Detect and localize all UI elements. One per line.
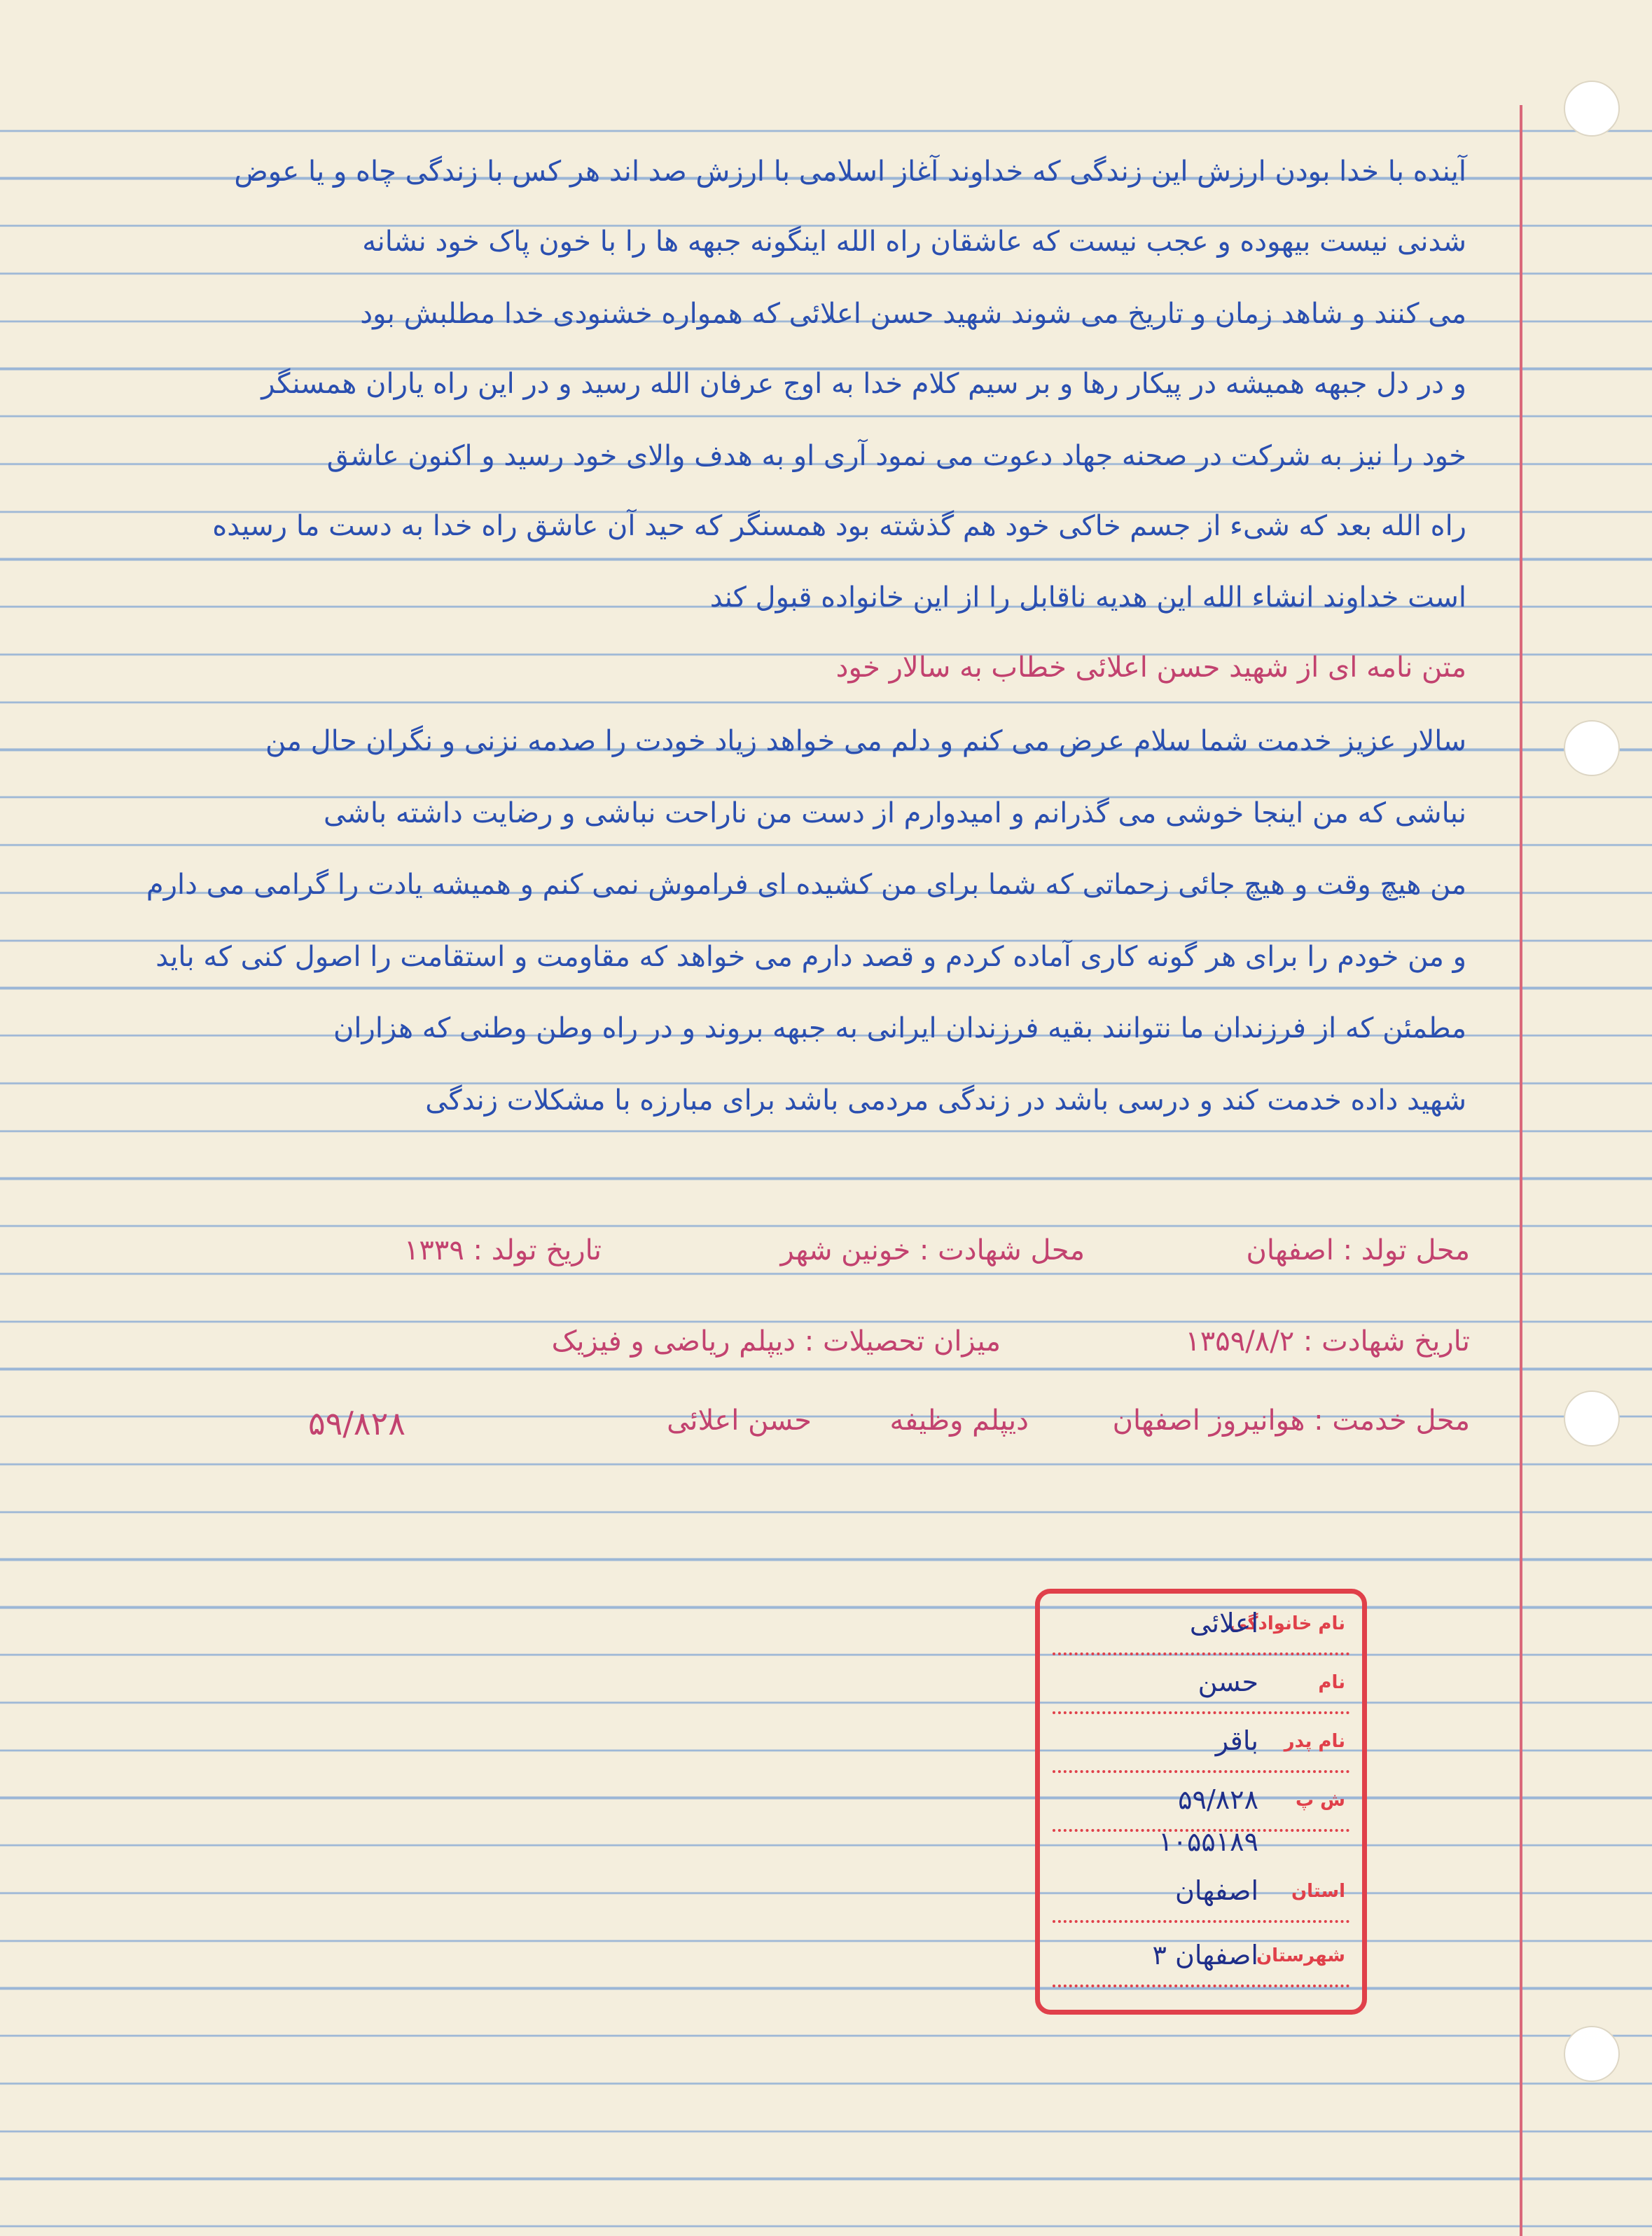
- stamp-label: نام پدر: [1284, 1731, 1345, 1752]
- stamp-row-father-name: [1053, 1721, 1349, 1773]
- letter-line: شدنی نیست بیهوده و عجب نیست که عاشقان راه الله اینگونه جبهه ها را با خون پاک خود نشانه: [362, 226, 1466, 258]
- archive-stamp: [1035, 1589, 1367, 2015]
- binder-hole: [1564, 720, 1620, 776]
- letter-subtitle: متن نامه ای از شهید حسن اعلائی خطاب به سالار خود: [835, 651, 1466, 684]
- stamp-value: اصفهان ۳: [1152, 1940, 1258, 1971]
- margin-line: [1520, 105, 1522, 2236]
- binder-hole: [1564, 2026, 1620, 2082]
- stamp-value: ۱۰۵۵۱۸۹: [1158, 1826, 1258, 1857]
- letter-line: و من خودم را برای هر گونه کاری آماده کردم و قصد دارم می خواهد که مقاومت و استقامت را اصول کنی که باید: [155, 941, 1466, 973]
- letter-line: راه الله بعد که شیء از جسم خاکی خود هم گذشته بود همسنگر که حید آن عاشق راه خدا به دست ما رسیده: [212, 510, 1466, 542]
- stamp-label: نام خانوادگی: [1229, 1613, 1345, 1634]
- service-place: محل خدمت : هوانیروز اصفهان: [1112, 1405, 1470, 1437]
- person-name: حسن اعلائی: [667, 1405, 812, 1437]
- letter-line: سالار عزیز خدمت شما سلام عرض می کنم و دلم می خواهد زیاد خودت را صدمه نزنی و نگران حال من: [265, 725, 1466, 757]
- stamp-label: استان: [1291, 1881, 1345, 1902]
- martyrdom-place: محل شهادت : خونین شهر: [780, 1234, 1085, 1267]
- stamp-value: اعلائی: [1189, 1608, 1258, 1638]
- martyrdom-date: تاریخ شهادت : ۱۳۵۹/۸/۲: [1185, 1325, 1470, 1358]
- stamp-label: ش پ: [1295, 1790, 1345, 1811]
- stamp-row-family-name: [1053, 1603, 1349, 1655]
- page-top-margin: [0, 0, 1652, 84]
- letter-line: است خداوند انشاء الله این هدیه ناقابل را از این خانواده قبول کند: [709, 581, 1466, 614]
- binder-hole: [1564, 81, 1620, 137]
- binder-hole: [1564, 1390, 1620, 1447]
- stamp-label: نام: [1318, 1672, 1345, 1693]
- letter-line: نباشی که من اینجا خوشی می گذرانم و امیدوارم از دست من ناراحت نباشی و رضایت داشته باشی: [324, 797, 1466, 829]
- stamp-value: اصفهان: [1174, 1875, 1258, 1906]
- letter-line: شهید داده خدمت کند و درسی باشد در زندگی مردمی باشد برای مبارزه با مشکلات زندگی: [425, 1084, 1466, 1117]
- letter-line: مطمئن که از فرزندان ما نتوانند بقیه فرزندان ایرانی به جبهه بروند و در راه وطن وطنی که هزاران: [333, 1012, 1466, 1044]
- stamp-value: باقر: [1215, 1725, 1258, 1756]
- education: میزان تحصیلات : دیپلم ریاضی و فیزیک: [551, 1325, 1001, 1358]
- stamp-value: حسن: [1198, 1666, 1258, 1697]
- stamp-row-province: [1053, 1871, 1349, 1923]
- birth-date: تاریخ تولد : ۱۳۳۹: [403, 1234, 602, 1267]
- letter-line: من هیچ وقت و هیچ جائی زحماتی که شما برای من کشیده ای فراموش نمی کنم و همیشه یادت را گرامی می دارم: [146, 869, 1466, 901]
- stamp-value: ۵۹/۸۲۸: [1178, 1784, 1258, 1815]
- letter-line: می کنند و شاهد زمان و تاریخ می شوند شهید حسن اعلائی که همواره خشنودی خدا مطلبش بود: [360, 298, 1466, 330]
- stamp-label: شهرستان: [1256, 1945, 1345, 1966]
- record-number: ۵۹/۸۲۸: [307, 1405, 405, 1442]
- stamp-row-serial: [1053, 1822, 1349, 1871]
- stamp-row-first-name: [1053, 1662, 1349, 1714]
- letter-line: خود را نیز به شرکت در صحنه جهاد دعوت می نمود آری او به هدف والای خود رسید و اکنون عاشق: [326, 440, 1466, 472]
- birthplace: محل تولد : اصفهان: [1246, 1234, 1470, 1267]
- stamp-row-city: [1053, 1935, 1349, 1987]
- letter-line: آینده با خدا بودن ارزش این زندگی که خداوند آغاز اسلامی با ارزش صد اند هر کس با زندگی چاه و یا عوض: [234, 156, 1466, 188]
- duty: دیپلم وظیفه: [889, 1405, 1029, 1437]
- letter-line: و در دل جبهه همیشه در پیکار رها و بر سیم کلام خدا به اوج عرفان الله رسید و در این راه یاران همسنگر: [261, 368, 1466, 400]
